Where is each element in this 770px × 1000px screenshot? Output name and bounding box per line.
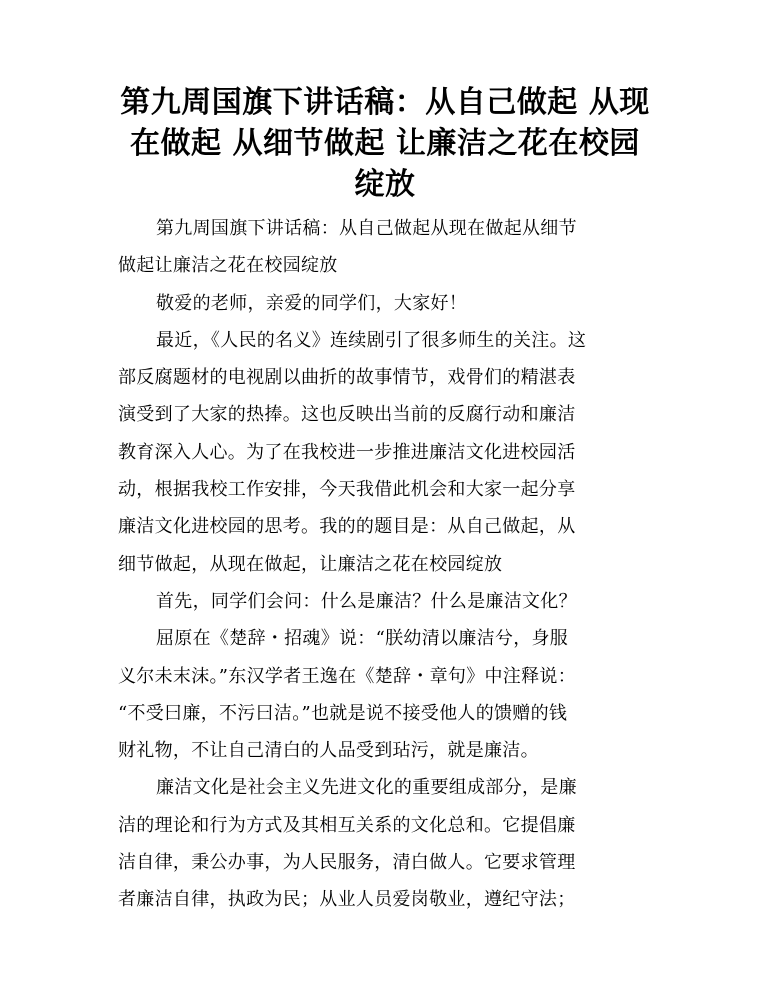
document-title bbox=[100, 82, 670, 205]
body-line: 洁自律，秉公办事，为人民服务，清白做人。它要求管理 bbox=[118, 852, 576, 874]
body-line: 洁的理论和行为方式及其相互关系的文化总和。它提倡廉 bbox=[118, 814, 576, 836]
title-line: 在做起 从细节做起 让廉洁之花在校园 bbox=[130, 126, 640, 161]
body-line: 演受到了大家的热捧。这也反映出当前的反腐行动和廉洁 bbox=[118, 404, 576, 426]
body-line: 部反腐题材的电视剧以曲折的故事情节，戏骨们的精湛表 bbox=[118, 367, 576, 389]
body-line: 细节做起，从现在做起，让廉洁之花在校园绽放 bbox=[118, 553, 503, 575]
body-line: “不受曰廉，不污曰洁。”也就是说不接受他人的馈赠的钱 bbox=[118, 702, 568, 724]
title-line: 绽放 bbox=[354, 167, 416, 202]
body-line: 廉洁文化是社会主义先进文化的重要组成部分，是廉 bbox=[156, 777, 577, 799]
body-line: 教育深入人心。为了在我校进一步推进廉洁文化进校园活 bbox=[118, 441, 576, 463]
body-line: 廉洁文化进校园的思考。我的的题目是：从自己做起，从 bbox=[118, 516, 576, 538]
body-line: 做起让廉洁之花在校园绽放 bbox=[118, 255, 338, 277]
body-line: 最近，《人民的名义》连续剧引了很多师生的关注。这 bbox=[156, 329, 587, 351]
body-line: 屈原在《楚辞・招魂》说：“朕幼清以廉洁兮，身服 bbox=[156, 628, 569, 650]
body-line: 敬爱的老师，亲爱的同学们，大家好！ bbox=[156, 292, 468, 314]
body-line: 首先，同学们会问：什么是廉洁？什么是廉洁文化？ bbox=[156, 590, 577, 612]
body-line: 义尔未末沫。”东汉学者王逸在《楚辞・章句》中注释说： bbox=[118, 665, 576, 687]
body-line: 者廉洁自律，执政为民；从业人员爱岗敬业，遵纪守法； bbox=[118, 889, 576, 911]
document-body bbox=[118, 210, 653, 919]
body-line: 第九周国旗下讲话稿：从自己做起从现在做起从细节 bbox=[156, 218, 577, 239]
title-line: 第九周国旗下讲话稿：从自己做起 从现 bbox=[120, 85, 650, 120]
body-line: 财礼物，不让自己清白的人品受到玷污，就是廉洁。 bbox=[118, 740, 539, 762]
body-line: 动，根据我校工作安排，今天我借此机会和大家一起分享 bbox=[118, 479, 576, 501]
